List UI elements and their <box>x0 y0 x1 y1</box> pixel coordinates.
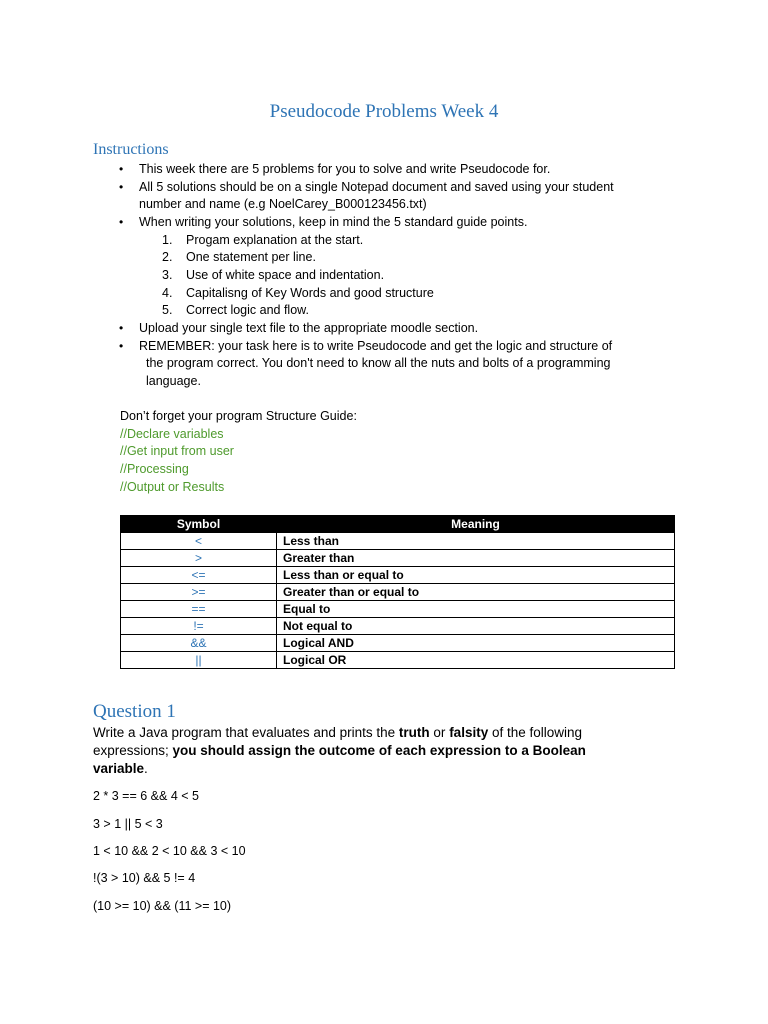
symbol-cell: && <box>121 635 277 652</box>
guide-point: Progam explanation at the start. <box>186 233 364 247</box>
instructions-heading: Instructions <box>93 141 169 158</box>
symbol-cell: >= <box>121 584 277 601</box>
meaning-cell: Logical OR <box>277 652 675 669</box>
bullet-glyph: • <box>119 321 124 335</box>
bullet-glyph: • <box>119 162 124 176</box>
table-row <box>121 550 675 567</box>
guide-number: 3. <box>162 268 173 282</box>
expression: 3 > 1 || 5 < 3 <box>93 817 163 831</box>
question1-heading: Question 1 <box>93 701 176 722</box>
instruction-bullet: When writing your solutions, keep in mind the 5 standard guide points. <box>139 215 528 229</box>
meaning-cell: Less than <box>277 533 675 550</box>
table-header-row <box>121 516 675 533</box>
table-header-symbol: Symbol <box>121 516 277 533</box>
bullet-glyph: • <box>119 339 124 353</box>
meaning-cell: Logical AND <box>277 635 675 652</box>
table-row <box>121 652 675 669</box>
expression: !(3 > 10) && 5 != 4 <box>93 871 196 885</box>
question1-line-1 <box>93 724 582 742</box>
document-title: Pseudocode Problems Week 4 <box>269 101 499 122</box>
structure-guide-line: //Get input from user <box>120 444 234 458</box>
truth-word: truth <box>398 725 430 740</box>
table-row <box>121 567 675 584</box>
table-row <box>121 601 675 618</box>
question1-text: Write a Java program that evaluates and prints the <box>93 725 399 740</box>
question1-text: or <box>429 725 450 740</box>
meaning-cell: Equal to <box>277 601 675 618</box>
structure-guide-line: //Processing <box>120 462 189 476</box>
question1-line-3 <box>93 760 148 778</box>
guide-number: 2. <box>162 250 173 264</box>
instruction-bullet: This week there are 5 problems for you to solve and write Pseudocode for. <box>139 162 551 176</box>
symbol-cell: != <box>121 618 277 635</box>
meaning-cell: Greater than <box>277 550 675 567</box>
question1-text: . <box>144 761 148 776</box>
guide-number: 4. <box>162 286 173 300</box>
question1-emphasis: you should assign the outcome of each expression to a Boolean <box>172 743 586 758</box>
question1-line-2 <box>93 742 586 760</box>
structure-guide-line: //Declare variables <box>120 427 224 441</box>
table-row <box>121 635 675 652</box>
bullet-glyph: • <box>119 180 124 194</box>
bullet-glyph: • <box>119 215 124 229</box>
question1-text: expressions; <box>93 743 173 758</box>
guide-point: Capitalisng of Key Words and good structure <box>186 286 434 300</box>
question1-text: of the following <box>488 725 583 740</box>
instruction-bullet-cont: number and name (e.g NoelCarey_B000123456.txt) <box>139 197 427 211</box>
instruction-bullet-cont: the program correct. You don't need to know all the nuts and bolts of a programming <box>146 356 611 370</box>
meaning-cell: Greater than or equal to <box>277 584 675 601</box>
instruction-bullet: All 5 solutions should be on a single Notepad document and saved using your student <box>139 180 614 194</box>
table-row <box>121 533 675 550</box>
guide-point: Correct logic and flow. <box>186 303 309 317</box>
expression: (10 >= 10) && (11 >= 10) <box>93 899 232 913</box>
structure-guide-line: //Output or Results <box>120 480 225 494</box>
question1-emphasis: variable <box>93 761 145 776</box>
falsity-word: falsity <box>449 725 489 740</box>
expression: 2 * 3 == 6 && 4 < 5 <box>93 789 199 803</box>
guide-point: Use of white space and indentation. <box>186 268 385 282</box>
operator-table <box>120 515 675 669</box>
table-header-meaning: Meaning <box>277 516 675 533</box>
guide-point: One statement per line. <box>186 250 316 264</box>
symbol-cell: || <box>121 652 277 669</box>
meaning-cell: Less than or equal to <box>277 567 675 584</box>
instruction-bullet: REMEMBER: your task here is to write Pseudocode and get the logic and structure of <box>139 339 613 353</box>
symbol-cell: > <box>121 550 277 567</box>
symbol-cell: <= <box>121 567 277 584</box>
expression: 1 < 10 && 2 < 10 && 3 < 10 <box>93 844 246 858</box>
meaning-cell: Not equal to <box>277 618 675 635</box>
symbol-cell: < <box>121 533 277 550</box>
table-row <box>121 584 675 601</box>
guide-number: 1. <box>162 233 173 247</box>
table-row <box>121 618 675 635</box>
instruction-bullet-cont: language. <box>146 374 201 388</box>
symbol-cell: == <box>121 601 277 618</box>
instruction-bullet: Upload your single text file to the appropriate moodle section. <box>139 321 479 335</box>
guide-number: 5. <box>162 303 173 317</box>
structure-guide-intro: Don’t forget your program Structure Guide: <box>120 409 357 423</box>
